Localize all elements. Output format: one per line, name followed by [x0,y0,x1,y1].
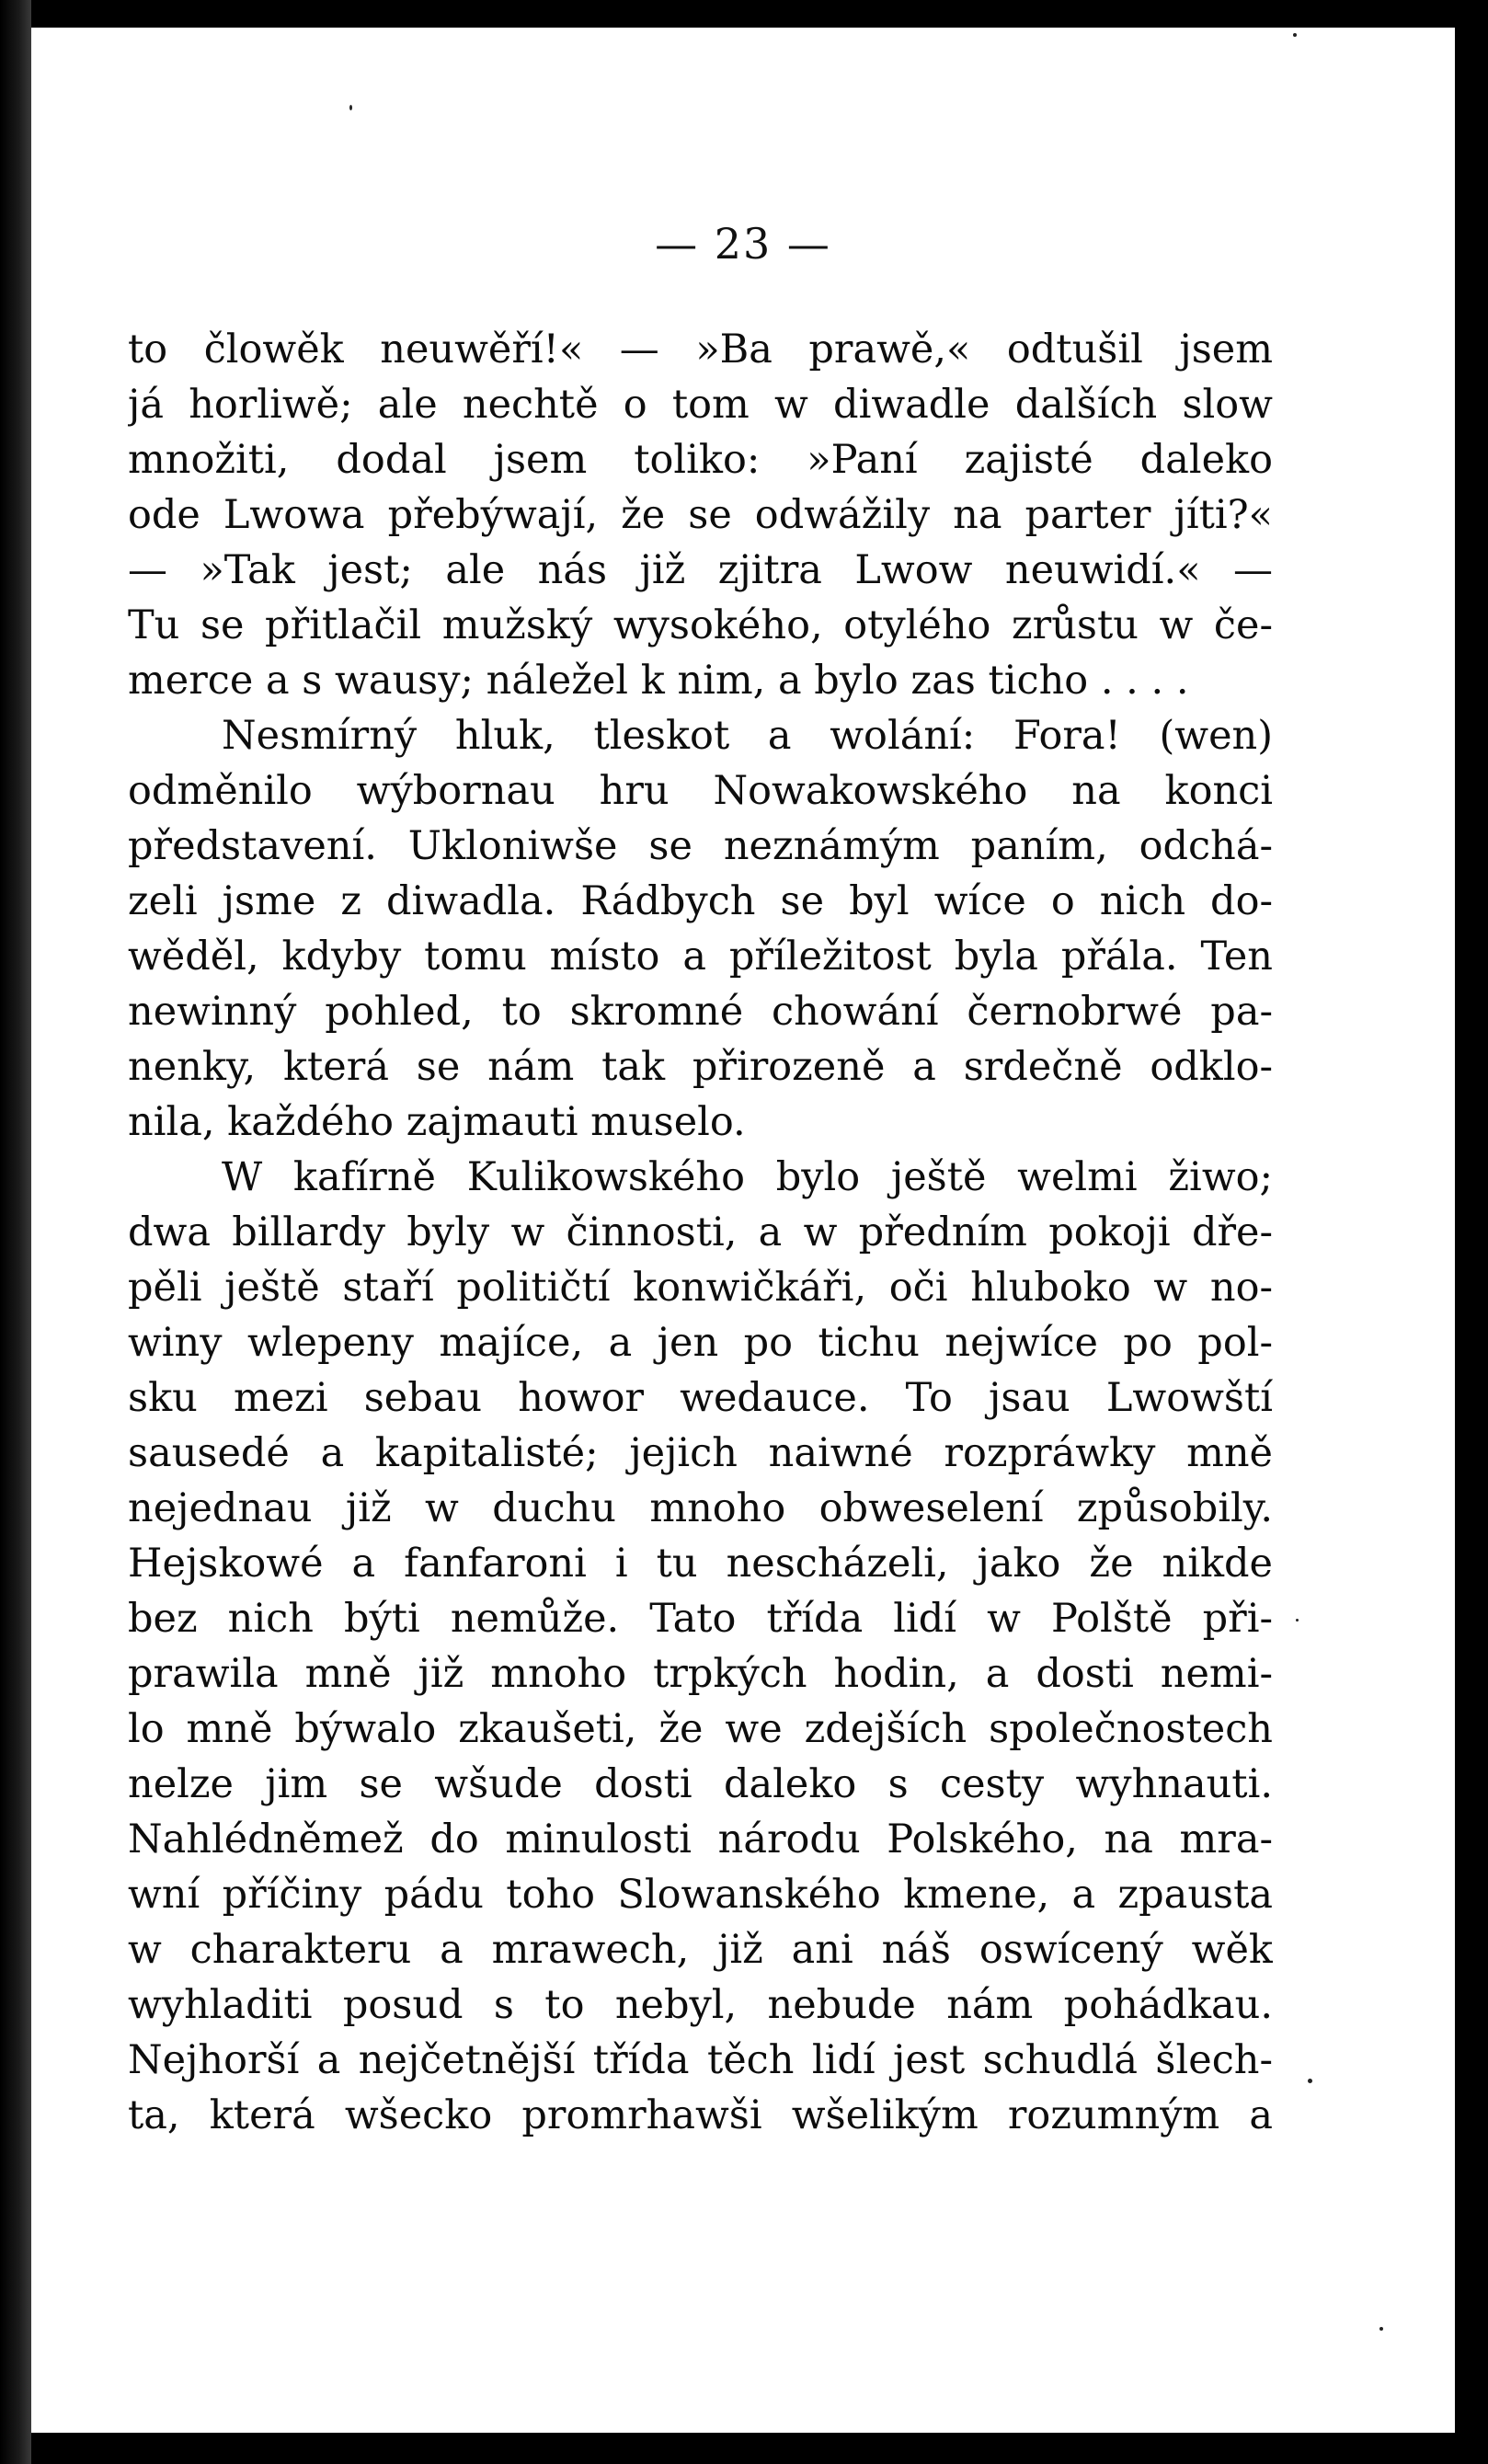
text-line: pěli ještě staří političtí konwičkáři, oči hluboko w no- [128,1265,1273,1311]
text-line: newinný pohled, to skromné chowání černobrwé pa- [128,989,1273,1035]
text-line: wěděl, kdyby tomu místo a příležitost byla přála. Ten [128,934,1273,980]
text-line: nelze jim se wšude dosti daleko s cesty wyhnauti. [128,1761,1273,1807]
text-line: množiti, dodal jsem toliko: »Paní zajisté daleko [128,437,1273,483]
text-line: Nesmírný hluk, tleskot a wolání: Fora! (wen) [222,713,1273,759]
scan-edge-left [0,0,31,2464]
text-line: sku mezi sebau howor wedauce. To jsau Lwowští [128,1375,1273,1421]
ink-speck [1308,2079,1312,2083]
text-line: sausedé a kapitalisté; jejich naiwné rozpráwky mně [128,1430,1273,1476]
text-line: bez nich býti nemůže. Tato třída lidí w Polště při- [128,1596,1273,1642]
text-line: lo mně býwalo zkaušeti, že we zdejších společnostech [128,1706,1273,1752]
text-line: nenky, která se nám tak přirozeně a srdečně odklo- [128,1044,1273,1090]
text-line: merce a s wausy; náležel k nim, a bylo zas ticho . . . . [128,658,1189,704]
ink-speck [1296,1619,1299,1622]
text-line: w charakteru a mrawech, již ani náš oswícený wěk [128,1927,1273,1973]
text-line: nejednau již w duchu mnoho obweselení způsobily. [128,1485,1273,1531]
ink-speck [1379,2327,1383,2331]
text-line: — »Tak jest; ale nás již zjitra Lwow neuwidí.« — [128,547,1273,593]
text-line: winy wlepeny majíce, a jen po tichu nejwíce po pol- [128,1320,1273,1366]
text-line: zeli jsme z diwadla. Rádbych se byl wíce o nich do- [128,878,1273,924]
text-line: Nejhorší a nejčetnější třída těch lidí jest schudlá šlech- [128,2037,1273,2083]
page-number: — 23 — [655,219,831,269]
text-line: wyhladiti posud s to nebyl, nebude nám pohádkau. [128,1982,1273,2028]
text-line: Tu se přitlačil mužský wysokého, otylého zrůstu w če- [128,602,1273,648]
text-line: wní příčiny pádu toho Slowanského kmene, a zpausta [128,1872,1273,1918]
text-line: představení. Ukloniwše se neznámým paním, odchá- [128,823,1273,869]
ink-speck [349,105,352,110]
text-line: nila, každého zajmauti muselo. [128,1099,746,1145]
text-line: Hejskowé a fanfaroni i tu nescházeli, jako že nikde [128,1541,1273,1587]
text-line: to člowěk neuwěří!« — »Ba prawě,« odtušil jsem [128,327,1273,372]
text-line: Nahlédněmež do minulosti národu Polského, na mra- [128,1816,1273,1862]
text-line: odměnilo wýbornau hru Nowakowského na konci [128,768,1273,814]
body-text [128,322,1273,2143]
ink-speck [1293,33,1297,37]
text-line: dwa billardy byly w činnosti, a w předním pokoji dře- [128,1209,1273,1255]
text-line: W kafírně Kulikowského bylo ještě welmi žiwo; [222,1154,1273,1200]
text-line: já horliwě; ale nechtě o tom w diwadle dalších slow [128,382,1273,428]
text-line: prawila mně již mnoho trpkých hodin, a dosti nemi- [128,1651,1273,1697]
text-line: ode Lwowa přebýwají, že se odwážily na parter jíti?« [128,492,1273,538]
book-page [31,28,1455,2433]
text-line: ta, která wšecko promrhawši wšelikým rozumným a [128,2092,1273,2138]
